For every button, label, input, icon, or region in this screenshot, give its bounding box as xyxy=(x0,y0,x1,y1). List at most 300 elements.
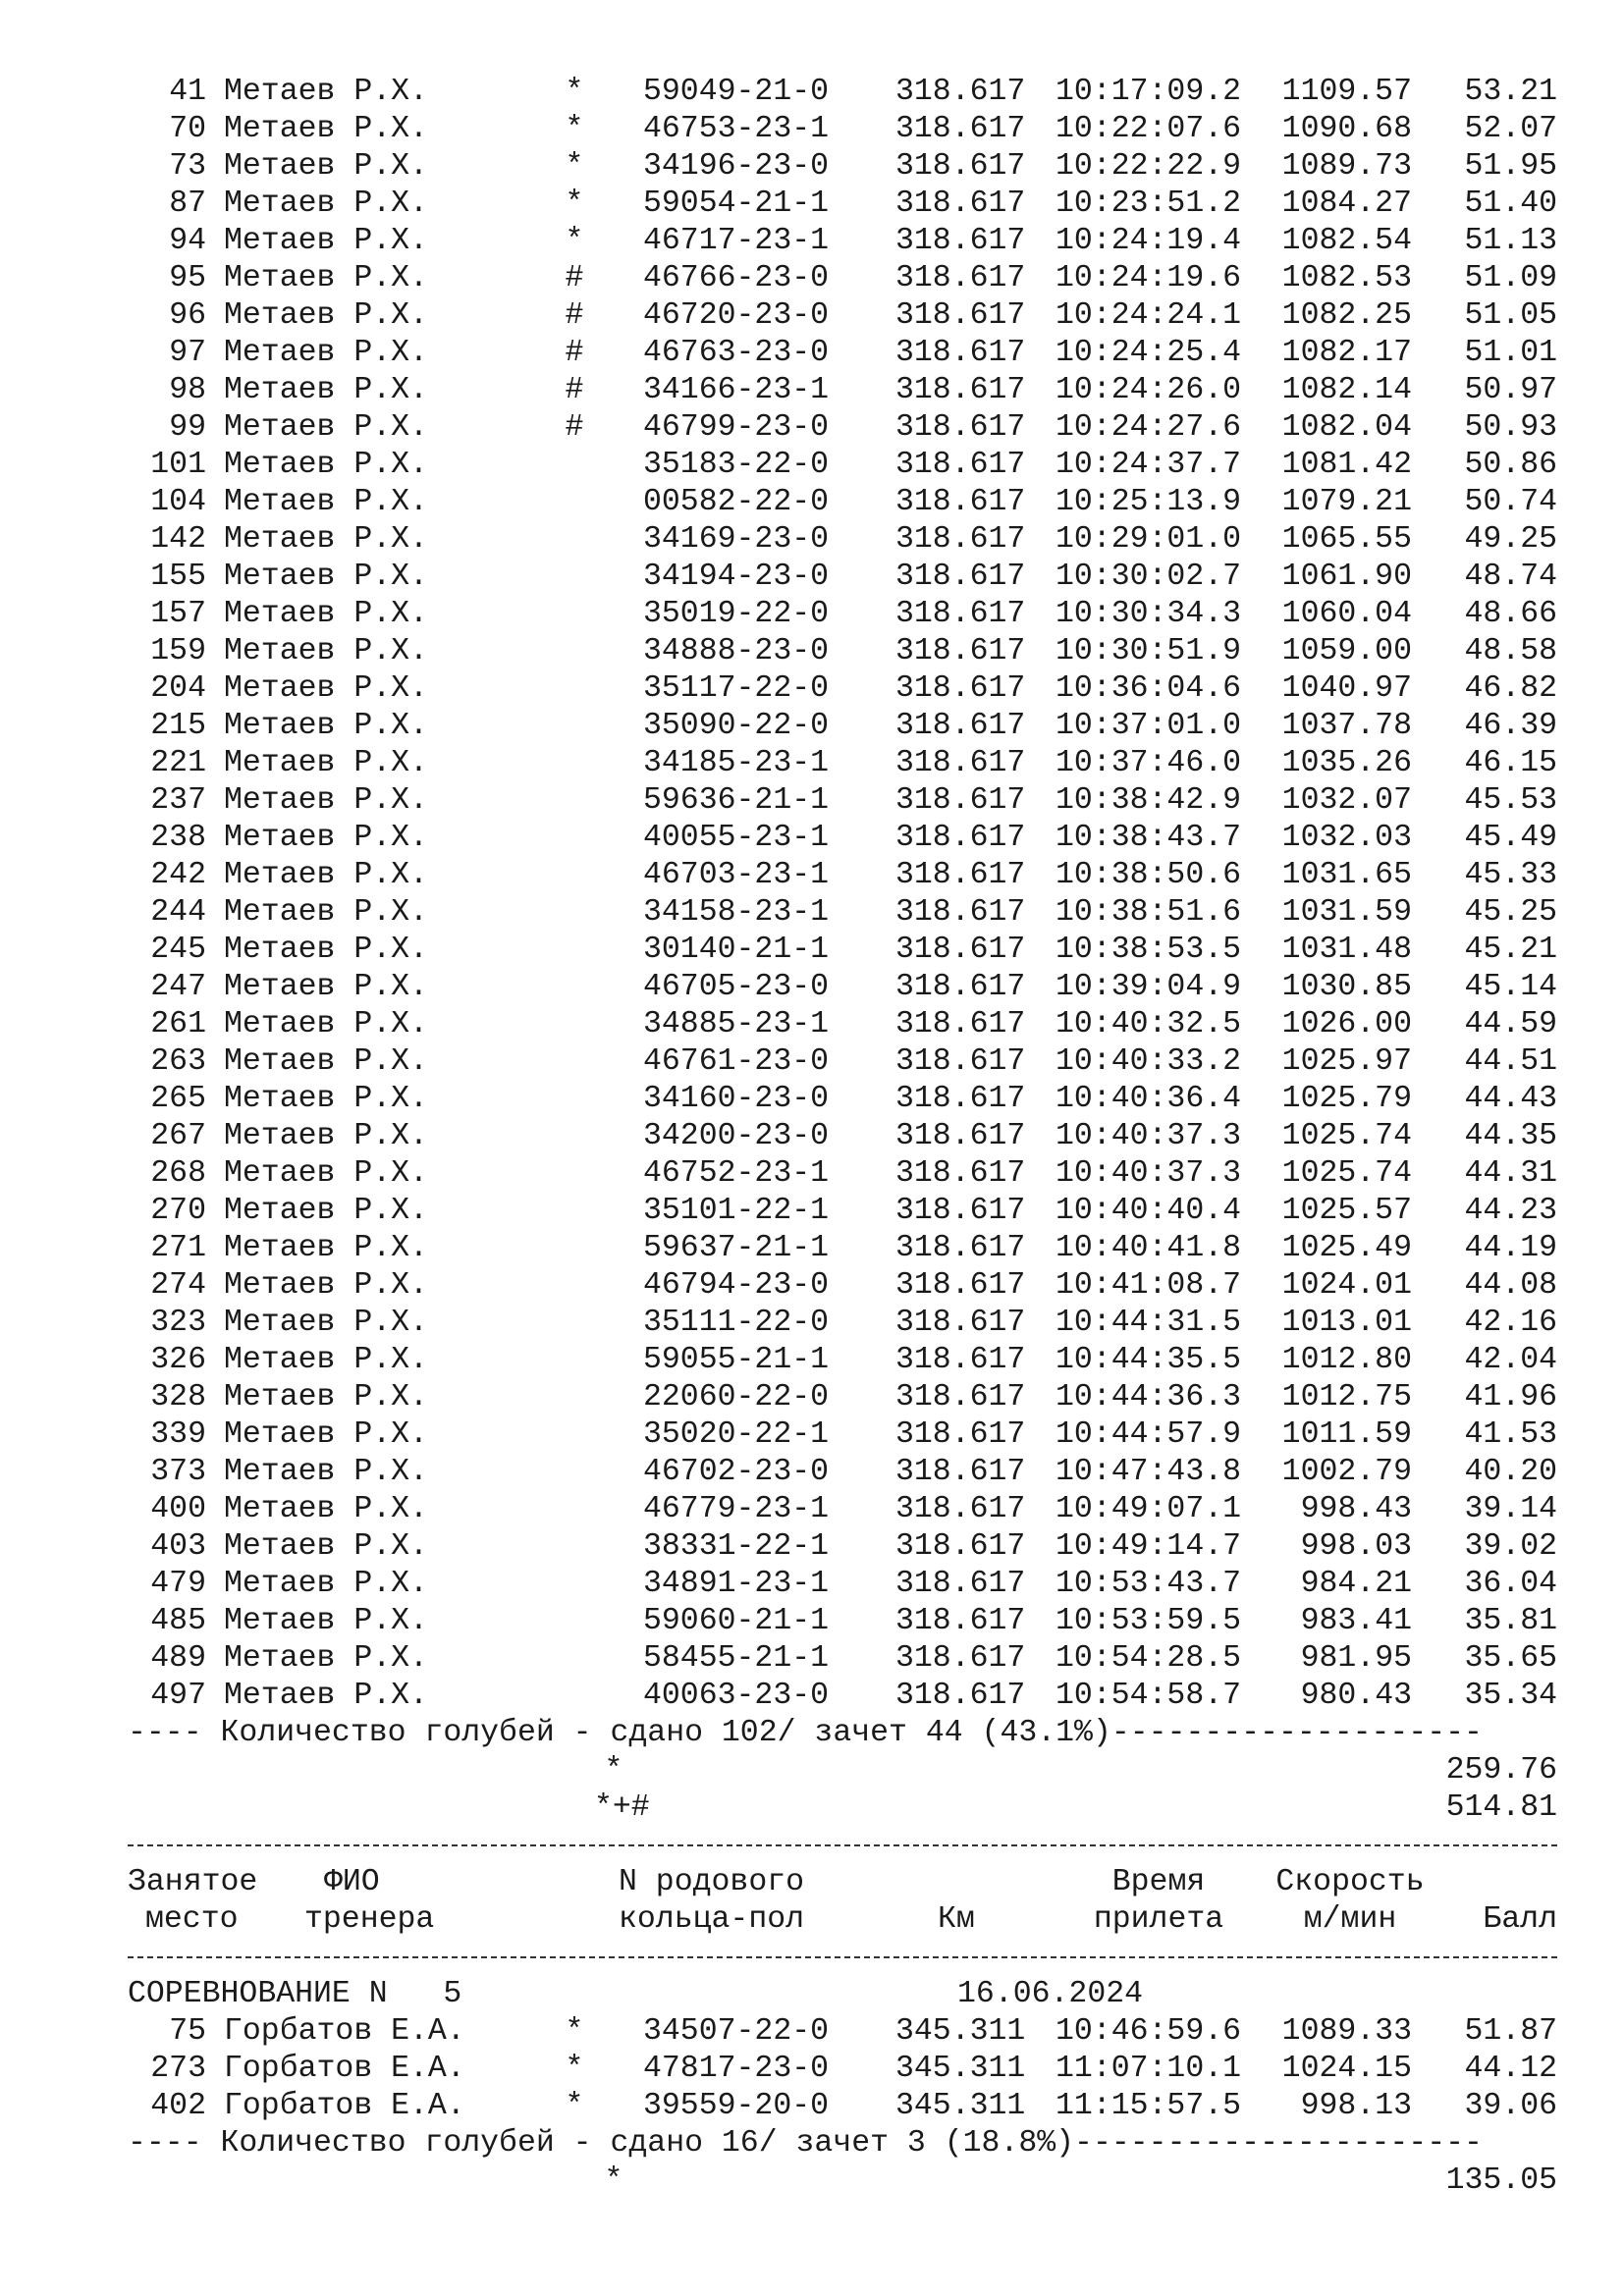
distance-cell: 318.617 xyxy=(895,895,1026,930)
distance-cell: 318.617 xyxy=(895,522,1026,557)
place-cell: 96 xyxy=(169,298,206,333)
ring-number-cell: 59636-21-1 xyxy=(643,783,830,818)
speed-cell: 1025.74 xyxy=(1281,1119,1412,1153)
place-cell: 94 xyxy=(169,224,206,258)
trainer-name-cell: Метаев Р.Х. xyxy=(224,112,428,146)
ring-number-cell: 39559-20-0 xyxy=(643,2089,830,2123)
distance-cell: 318.617 xyxy=(895,112,1026,146)
score-cell: 45.25 xyxy=(1464,895,1557,930)
mark-cell: * xyxy=(565,112,584,146)
result-row xyxy=(0,559,1624,596)
speed-cell: 1025.97 xyxy=(1281,1044,1412,1079)
distance-cell: 318.617 xyxy=(895,597,1026,631)
distance-cell: 318.617 xyxy=(895,149,1026,184)
place-cell: 323 xyxy=(150,1306,206,1340)
ring-number-cell: 46794-23-0 xyxy=(643,1268,830,1303)
trainer-name-cell: Метаев Р.Х. xyxy=(224,336,428,370)
table-header-row-1 xyxy=(0,1864,1624,1901)
trainer-name-cell: Метаев Р.Х. xyxy=(224,485,428,519)
score-cell: 44.19 xyxy=(1464,1231,1557,1265)
speed-cell: 1082.04 xyxy=(1281,410,1412,445)
place-cell: 479 xyxy=(150,1567,206,1601)
speed-cell: 1089.33 xyxy=(1281,2014,1412,2049)
score-cell: 45.33 xyxy=(1464,858,1557,892)
mark-cell: * xyxy=(565,187,584,221)
result-row xyxy=(0,633,1624,670)
distance-cell: 345.311 xyxy=(895,2089,1026,2123)
speed-cell: 1040.97 xyxy=(1281,671,1412,706)
speed-cell: 1025.74 xyxy=(1281,1156,1412,1191)
speed-cell: 1082.54 xyxy=(1281,224,1412,258)
distance-cell: 318.617 xyxy=(895,1380,1026,1415)
distance-cell: 318.617 xyxy=(895,858,1026,892)
arrival-time-cell: 10:24:37.7 xyxy=(1056,448,1242,482)
result-row xyxy=(0,596,1624,633)
score-cell: 39.02 xyxy=(1464,1529,1557,1564)
arrival-time-cell: 10:22:22.9 xyxy=(1056,149,1242,184)
speed-cell: 1082.53 xyxy=(1281,261,1412,295)
header-place-2: место xyxy=(145,1902,239,1937)
trainer-name-cell: Метаев Р.Х. xyxy=(224,1492,428,1526)
arrival-time-cell: 11:15:57.5 xyxy=(1056,2089,1242,2123)
dashed-divider xyxy=(0,1827,1624,1864)
score-cell: 45.53 xyxy=(1464,783,1557,818)
arrival-time-cell: 10:47:43.8 xyxy=(1056,1455,1242,1489)
mark-cell: * xyxy=(565,2014,584,2049)
ring-number-cell: 34891-23-1 xyxy=(643,1567,830,1601)
mark-cell: * xyxy=(565,2089,584,2123)
trainer-name-cell: Метаев Р.Х. xyxy=(224,933,428,967)
score-cell: 44.43 xyxy=(1464,1082,1557,1116)
ring-number-cell: 46705-23-0 xyxy=(643,970,830,1004)
speed-cell: 980.43 xyxy=(1300,1679,1412,1713)
speed-cell: 983.41 xyxy=(1300,1604,1412,1638)
ring-number-cell: 46766-23-0 xyxy=(643,261,830,295)
score-cell: 50.86 xyxy=(1464,448,1557,482)
trainer-name-cell: Метаев Р.Х. xyxy=(224,522,428,557)
distance-cell: 318.617 xyxy=(895,336,1026,370)
place-cell: 271 xyxy=(150,1231,206,1265)
summary-text: ---- Количество голубей - сдано 16/ зачет 3 (18.8%)---------------------- xyxy=(128,2126,1483,2161)
trainer-name-cell: Метаев Р.Х. xyxy=(224,783,428,818)
divider-line xyxy=(128,1844,1557,1846)
ring-number-cell: 46717-23-1 xyxy=(643,224,830,258)
trainer-name-cell: Метаев Р.Х. xyxy=(224,1679,428,1713)
result-row xyxy=(0,1678,1624,1715)
arrival-time-cell: 10:38:51.6 xyxy=(1056,895,1242,930)
place-cell: 87 xyxy=(169,187,206,221)
result-row xyxy=(0,708,1624,745)
trainer-name-cell: Метаев Р.Х. xyxy=(224,709,428,743)
ring-number-cell: 22060-22-0 xyxy=(643,1380,830,1415)
speed-cell: 998.43 xyxy=(1300,1492,1412,1526)
ring-number-cell: 34166-23-1 xyxy=(643,373,830,407)
place-cell: 339 xyxy=(150,1417,206,1452)
distance-cell: 318.617 xyxy=(895,224,1026,258)
result-row xyxy=(0,335,1624,372)
speed-cell: 981.95 xyxy=(1300,1641,1412,1676)
distance-cell: 318.617 xyxy=(895,560,1026,594)
total-row xyxy=(0,1789,1624,1827)
place-cell: 270 xyxy=(150,1194,206,1228)
arrival-time-cell: 10:44:31.5 xyxy=(1056,1306,1242,1340)
arrival-time-cell: 10:24:19.4 xyxy=(1056,224,1242,258)
speed-cell: 1032.03 xyxy=(1281,821,1412,855)
mark-cell: # xyxy=(565,373,584,407)
result-row xyxy=(0,111,1624,148)
header-km: Км xyxy=(938,1902,975,1937)
ring-number-cell: 46799-23-0 xyxy=(643,410,830,445)
distance-cell: 318.617 xyxy=(895,1007,1026,1041)
result-row xyxy=(0,1305,1624,1342)
score-cell: 51.87 xyxy=(1464,2014,1557,2049)
trainer-name-cell: Метаев Р.Х. xyxy=(224,1306,428,1340)
result-row xyxy=(0,1416,1624,1454)
speed-cell: 1084.27 xyxy=(1281,187,1412,221)
distance-cell: 318.617 xyxy=(895,1231,1026,1265)
place-cell: 489 xyxy=(150,1641,206,1676)
place-cell: 247 xyxy=(150,970,206,1004)
distance-cell: 318.617 xyxy=(895,1044,1026,1079)
distance-cell: 318.617 xyxy=(895,1641,1026,1676)
mark-cell: * xyxy=(565,2052,584,2086)
trainer-name-cell: Горбатов Е.А. xyxy=(224,2089,465,2123)
total-label: *+# xyxy=(594,1790,650,1825)
speed-cell: 1012.80 xyxy=(1281,1343,1412,1377)
place-cell: 261 xyxy=(150,1007,206,1041)
result-row xyxy=(0,782,1624,820)
result-row xyxy=(0,260,1624,297)
competition-title-row xyxy=(0,1976,1624,2013)
place-cell: 98 xyxy=(169,373,206,407)
arrival-time-cell: 10:39:04.9 xyxy=(1056,970,1242,1004)
trainer-name-cell: Горбатов Е.А. xyxy=(224,2052,465,2086)
distance-cell: 318.617 xyxy=(895,1119,1026,1153)
total-row xyxy=(0,1752,1624,1789)
distance-cell: 318.617 xyxy=(895,821,1026,855)
arrival-time-cell: 10:40:37.3 xyxy=(1056,1119,1242,1153)
mark-cell: # xyxy=(565,336,584,370)
ring-number-cell: 00582-22-0 xyxy=(643,485,830,519)
arrival-time-cell: 10:37:01.0 xyxy=(1056,709,1242,743)
competition-title: СОРЕВНОВАНИЕ N 5 xyxy=(128,1977,462,2011)
result-row xyxy=(0,1043,1624,1081)
header-ring: N родового xyxy=(619,1865,805,1899)
total-value: 514.81 xyxy=(1445,1790,1557,1825)
ring-number-cell: 34507-22-0 xyxy=(643,2014,830,2049)
speed-cell: 1035.26 xyxy=(1281,746,1412,780)
speed-cell: 1059.00 xyxy=(1281,634,1412,668)
arrival-time-cell: 10:37:46.0 xyxy=(1056,746,1242,780)
place-cell: 95 xyxy=(169,261,206,295)
ring-number-cell: 34185-23-1 xyxy=(643,746,830,780)
trainer-name-cell: Метаев Р.Х. xyxy=(224,1380,428,1415)
place-cell: 41 xyxy=(169,75,206,109)
arrival-time-cell: 10:23:51.2 xyxy=(1056,187,1242,221)
place-cell: 237 xyxy=(150,783,206,818)
speed-cell: 1031.65 xyxy=(1281,858,1412,892)
arrival-time-cell: 10:24:25.4 xyxy=(1056,336,1242,370)
place-cell: 75 xyxy=(169,2014,206,2049)
speed-cell: 1081.42 xyxy=(1281,448,1412,482)
place-cell: 142 xyxy=(150,522,206,557)
distance-cell: 318.617 xyxy=(895,261,1026,295)
speed-cell: 1065.55 xyxy=(1281,522,1412,557)
ring-number-cell: 38331-22-1 xyxy=(643,1529,830,1564)
trainer-name-cell: Горбатов Е.А. xyxy=(224,2014,465,2049)
header-time: Время xyxy=(1111,1865,1206,1899)
trainer-name-cell: Метаев Р.Х. xyxy=(224,187,428,221)
distance-cell: 318.617 xyxy=(895,1492,1026,1526)
header-speed: Скорость xyxy=(1275,1865,1425,1899)
arrival-time-cell: 10:53:43.7 xyxy=(1056,1567,1242,1601)
trainer-name-cell: Метаев Р.Х. xyxy=(224,597,428,631)
ring-number-cell: 46752-23-1 xyxy=(643,1156,830,1191)
score-cell: 50.97 xyxy=(1464,373,1557,407)
arrival-time-cell: 10:29:01.0 xyxy=(1056,522,1242,557)
score-cell: 50.93 xyxy=(1464,410,1557,445)
place-cell: 238 xyxy=(150,821,206,855)
score-cell: 51.13 xyxy=(1464,224,1557,258)
ring-number-cell: 35020-22-1 xyxy=(643,1417,830,1452)
result-row xyxy=(0,1155,1624,1193)
score-cell: 35.81 xyxy=(1464,1604,1557,1638)
arrival-time-cell: 11:07:10.1 xyxy=(1056,2052,1242,2086)
trainer-name-cell: Метаев Р.Х. xyxy=(224,1641,428,1676)
result-row xyxy=(0,670,1624,708)
score-cell: 35.34 xyxy=(1464,1679,1557,1713)
speed-cell: 1031.59 xyxy=(1281,895,1412,930)
ring-number-cell: 59060-21-1 xyxy=(643,1604,830,1638)
result-row xyxy=(0,857,1624,894)
result-row xyxy=(0,2088,1624,2125)
place-cell: 403 xyxy=(150,1529,206,1564)
arrival-time-cell: 10:25:13.9 xyxy=(1056,485,1242,519)
score-cell: 44.59 xyxy=(1464,1007,1557,1041)
divider-line xyxy=(128,1956,1557,1958)
result-row xyxy=(0,1566,1624,1603)
arrival-time-cell: 10:49:07.1 xyxy=(1056,1492,1242,1526)
place-cell: 326 xyxy=(150,1343,206,1377)
result-row xyxy=(0,1006,1624,1043)
speed-cell: 1060.04 xyxy=(1281,597,1412,631)
speed-cell: 1002.79 xyxy=(1281,1455,1412,1489)
speed-cell: 1037.78 xyxy=(1281,709,1412,743)
header-score: Балл xyxy=(1483,1902,1557,1937)
ring-number-cell: 59055-21-1 xyxy=(643,1343,830,1377)
distance-cell: 318.617 xyxy=(895,634,1026,668)
arrival-time-cell: 10:30:51.9 xyxy=(1056,634,1242,668)
place-cell: 402 xyxy=(150,2089,206,2123)
distance-cell: 318.617 xyxy=(895,1343,1026,1377)
score-cell: 45.21 xyxy=(1464,933,1557,967)
header-speed-2: м/мин xyxy=(1303,1902,1397,1937)
arrival-time-cell: 10:40:36.4 xyxy=(1056,1082,1242,1116)
header-place: Занятое xyxy=(128,1865,258,1899)
trainer-name-cell: Метаев Р.Х. xyxy=(224,1082,428,1116)
arrival-time-cell: 10:54:58.7 xyxy=(1056,1679,1242,1713)
distance-cell: 318.617 xyxy=(895,1156,1026,1191)
arrival-time-cell: 10:40:37.3 xyxy=(1056,1156,1242,1191)
ring-number-cell: 35117-22-0 xyxy=(643,671,830,706)
speed-cell: 1030.85 xyxy=(1281,970,1412,1004)
ring-number-cell: 34158-23-1 xyxy=(643,895,830,930)
result-row xyxy=(0,820,1624,857)
trainer-name-cell: Метаев Р.Х. xyxy=(224,1604,428,1638)
arrival-time-cell: 10:44:36.3 xyxy=(1056,1380,1242,1415)
arrival-time-cell: 10:38:50.6 xyxy=(1056,858,1242,892)
result-row xyxy=(0,223,1624,260)
speed-cell: 1026.00 xyxy=(1281,1007,1412,1041)
distance-cell: 318.617 xyxy=(895,298,1026,333)
place-cell: 204 xyxy=(150,671,206,706)
result-row xyxy=(0,1081,1624,1118)
result-row xyxy=(0,186,1624,223)
ring-number-cell: 46779-23-1 xyxy=(643,1492,830,1526)
ring-number-cell: 46763-23-0 xyxy=(643,336,830,370)
speed-cell: 1012.75 xyxy=(1281,1380,1412,1415)
arrival-time-cell: 10:53:59.5 xyxy=(1056,1604,1242,1638)
trainer-name-cell: Метаев Р.Х. xyxy=(224,298,428,333)
header-ring-2: кольца-пол xyxy=(619,1902,805,1937)
score-cell: 50.74 xyxy=(1464,485,1557,519)
score-cell: 39.06 xyxy=(1464,2089,1557,2123)
score-cell: 42.04 xyxy=(1464,1343,1557,1377)
trainer-name-cell: Метаев Р.Х. xyxy=(224,1231,428,1265)
place-cell: 497 xyxy=(150,1679,206,1713)
total-row xyxy=(0,2163,1624,2200)
arrival-time-cell: 10:38:42.9 xyxy=(1056,783,1242,818)
distance-cell: 318.617 xyxy=(895,671,1026,706)
distance-cell: 318.617 xyxy=(895,783,1026,818)
arrival-time-cell: 10:40:32.5 xyxy=(1056,1007,1242,1041)
speed-cell: 1079.21 xyxy=(1281,485,1412,519)
result-row xyxy=(0,1640,1624,1678)
speed-cell: 1025.79 xyxy=(1281,1082,1412,1116)
table-header-row-2 xyxy=(0,1901,1624,1939)
arrival-time-cell: 10:17:09.2 xyxy=(1056,75,1242,109)
ring-number-cell: 59637-21-1 xyxy=(643,1231,830,1265)
arrival-time-cell: 10:24:19.6 xyxy=(1056,261,1242,295)
speed-cell: 998.13 xyxy=(1300,2089,1412,2123)
ring-number-cell: 47817-23-0 xyxy=(643,2052,830,2086)
arrival-time-cell: 10:44:57.9 xyxy=(1056,1417,1242,1452)
place-cell: 274 xyxy=(150,1268,206,1303)
arrival-time-cell: 10:36:04.6 xyxy=(1056,671,1242,706)
score-cell: 41.53 xyxy=(1464,1417,1557,1452)
place-cell: 101 xyxy=(150,448,206,482)
ring-number-cell: 34194-23-0 xyxy=(643,560,830,594)
distance-cell: 318.617 xyxy=(895,485,1026,519)
place-cell: 157 xyxy=(150,597,206,631)
trainer-name-cell: Метаев Р.Х. xyxy=(224,1567,428,1601)
score-cell: 44.31 xyxy=(1464,1156,1557,1191)
ring-number-cell: 46702-23-0 xyxy=(643,1455,830,1489)
distance-cell: 318.617 xyxy=(895,1455,1026,1489)
ring-number-cell: 40063-23-0 xyxy=(643,1679,830,1713)
distance-cell: 318.617 xyxy=(895,410,1026,445)
competition-date: 16.06.2024 xyxy=(957,1977,1144,2011)
result-row xyxy=(0,1491,1624,1528)
place-cell: 328 xyxy=(150,1380,206,1415)
ring-number-cell: 34200-23-0 xyxy=(643,1119,830,1153)
score-cell: 51.09 xyxy=(1464,261,1557,295)
trainer-name-cell: Метаев Р.Х. xyxy=(224,1194,428,1228)
place-cell: 485 xyxy=(150,1604,206,1638)
summary-line xyxy=(0,1715,1624,1752)
result-row xyxy=(0,409,1624,447)
score-cell: 46.15 xyxy=(1464,746,1557,780)
trainer-name-cell: Метаев Р.Х. xyxy=(224,1417,428,1452)
trainer-name-cell: Метаев Р.Х. xyxy=(224,895,428,930)
ring-number-cell: 46703-23-1 xyxy=(643,858,830,892)
result-row xyxy=(0,148,1624,186)
result-row xyxy=(0,1342,1624,1379)
speed-cell: 1011.59 xyxy=(1281,1417,1412,1452)
total-value: 135.05 xyxy=(1445,2163,1557,2198)
place-cell: 263 xyxy=(150,1044,206,1079)
trainer-name-cell: Метаев Р.Х. xyxy=(224,1529,428,1564)
score-cell: 48.66 xyxy=(1464,597,1557,631)
distance-cell: 318.617 xyxy=(895,1567,1026,1601)
score-cell: 51.95 xyxy=(1464,149,1557,184)
arrival-time-cell: 10:24:27.6 xyxy=(1056,410,1242,445)
score-cell: 51.01 xyxy=(1464,336,1557,370)
trainer-name-cell: Метаев Р.Х. xyxy=(224,746,428,780)
place-cell: 245 xyxy=(150,933,206,967)
score-cell: 44.12 xyxy=(1464,2052,1557,2086)
distance-cell: 318.617 xyxy=(895,933,1026,967)
distance-cell: 318.617 xyxy=(895,373,1026,407)
distance-cell: 345.311 xyxy=(895,2014,1026,2049)
ring-number-cell: 34885-23-1 xyxy=(643,1007,830,1041)
trainer-name-cell: Метаев Р.Х. xyxy=(224,634,428,668)
arrival-time-cell: 10:40:41.8 xyxy=(1056,1231,1242,1265)
total-label: * xyxy=(604,2163,623,2198)
distance-cell: 318.617 xyxy=(895,1417,1026,1452)
place-cell: 373 xyxy=(150,1455,206,1489)
total-value: 259.76 xyxy=(1445,1753,1557,1788)
score-cell: 48.58 xyxy=(1464,634,1557,668)
ring-number-cell: 59054-21-1 xyxy=(643,187,830,221)
arrival-time-cell: 10:22:07.6 xyxy=(1056,112,1242,146)
score-cell: 40.20 xyxy=(1464,1455,1557,1489)
result-row xyxy=(0,932,1624,969)
trainer-name-cell: Метаев Р.Х. xyxy=(224,970,428,1004)
summary-line xyxy=(0,2125,1624,2163)
trainer-name-cell: Метаев Р.Х. xyxy=(224,75,428,109)
distance-cell: 318.617 xyxy=(895,1604,1026,1638)
place-cell: 155 xyxy=(150,560,206,594)
ring-number-cell: 59049-21-0 xyxy=(643,75,830,109)
result-row xyxy=(0,745,1624,782)
distance-cell: 318.617 xyxy=(895,187,1026,221)
score-cell: 53.21 xyxy=(1464,75,1557,109)
speed-cell: 998.03 xyxy=(1300,1529,1412,1564)
score-cell: 44.51 xyxy=(1464,1044,1557,1079)
arrival-time-cell: 10:24:26.0 xyxy=(1056,373,1242,407)
result-row xyxy=(0,2013,1624,2051)
summary-text: ---- Количество голубей - сдано 102/ зачет 44 (43.1%)-------------------- xyxy=(128,1716,1483,1750)
arrival-time-cell: 10:40:40.4 xyxy=(1056,1194,1242,1228)
distance-cell: 318.617 xyxy=(895,1082,1026,1116)
ring-number-cell: 35090-22-0 xyxy=(643,709,830,743)
score-cell: 51.05 xyxy=(1464,298,1557,333)
arrival-time-cell: 10:24:24.1 xyxy=(1056,298,1242,333)
trainer-name-cell: Метаев Р.Х. xyxy=(224,1343,428,1377)
speed-cell: 1061.90 xyxy=(1281,560,1412,594)
place-cell: 221 xyxy=(150,746,206,780)
